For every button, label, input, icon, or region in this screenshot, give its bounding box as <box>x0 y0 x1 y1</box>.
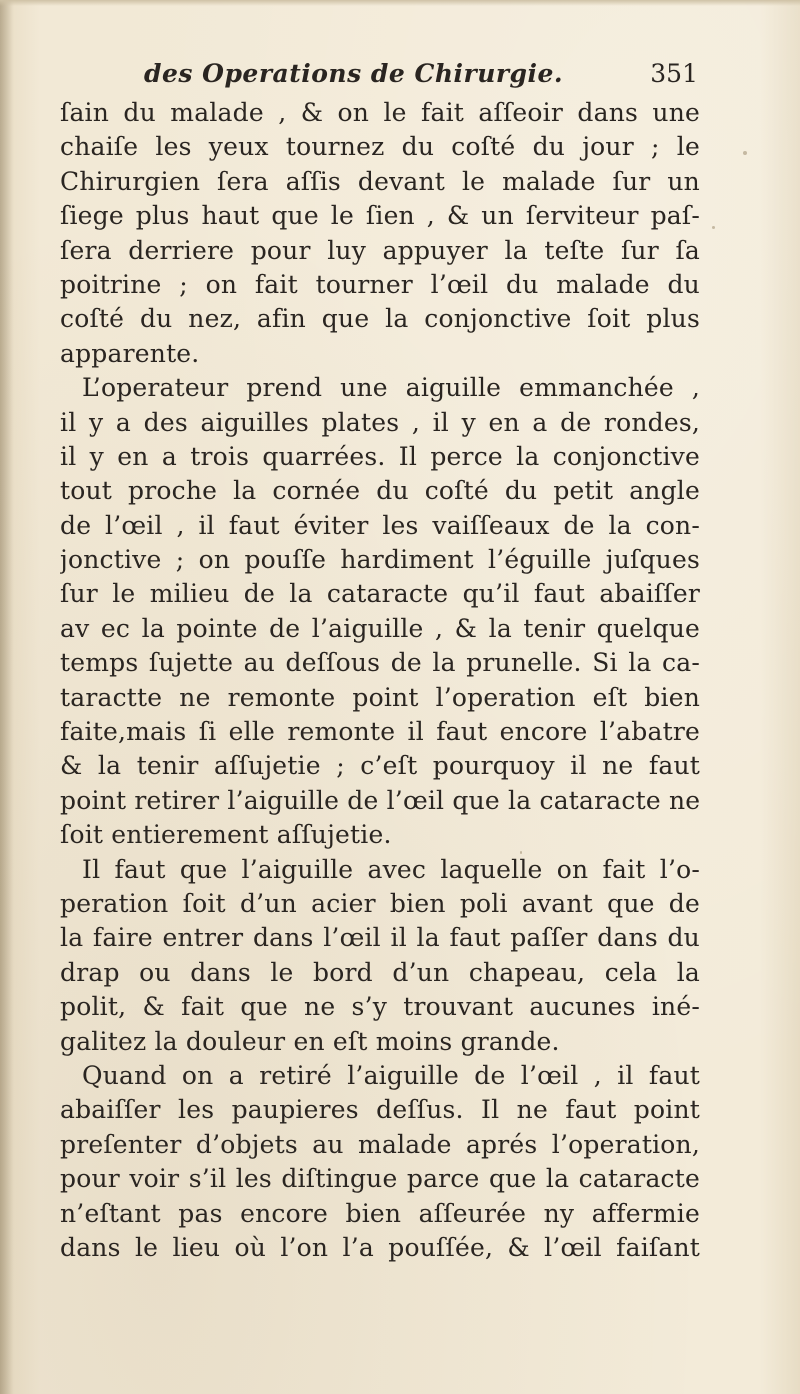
running-title: des Operations de Chirurgie. <box>144 59 564 88</box>
text-line: peration ſoit d’un acier bien poli avant que de <box>60 888 700 918</box>
text-line: taractte ne remonte point l’operation eſt bien <box>60 682 700 712</box>
text-line: coſté du nez, afin que la conjonctive ſoit plus <box>60 304 700 334</box>
page-number: 351 <box>650 59 698 88</box>
text-line: ſain du malade , & on le fait aſſeoir dans une <box>60 98 700 127</box>
running-head <box>60 52 700 96</box>
text-line: pour voir s’il les diſtingue parce que la cataracte <box>60 1164 700 1194</box>
text-line: preſenter d’objets au malade aprés l’operation, <box>60 1129 700 1159</box>
text-line: galitez la douleur en eſt moins grande. <box>60 1026 560 1056</box>
text-line: ſur le milieu de la cataracte qu’il faut abaiſſer <box>60 579 700 609</box>
page-top-edge <box>0 0 800 6</box>
text-line: ſiege plus haut que le ſien , & un ſerviteur paſ- <box>60 201 700 231</box>
text-line: faite,mais ſi elle remonte il faut encore l’abatre <box>60 717 700 747</box>
text-line: & la tenir aſſujetie ; c’eſt pourquoy il ne faut <box>60 751 700 781</box>
text-line: jonctive ; on pouſſe hardiment l’éguille juſques <box>60 545 700 575</box>
text-line: temps ſujette au deſſous de la prunelle. Si la ca- <box>60 648 700 678</box>
text-line: n’eſtant pas encore bien aſſeurée ny affermie <box>60 1198 700 1228</box>
text-line: chaiſe les yeux tournez du coſté du jour ; le <box>60 132 700 162</box>
text-line: Chirurgien ſera aſſis devant le malade ſur un <box>60 166 700 196</box>
paper-speck <box>712 226 715 229</box>
text-line: L’operateur prend une aiguille emmanchée , <box>82 373 700 403</box>
text-line: il y a des aiguilles plates , il y en a de rondes, <box>60 407 700 437</box>
body-text <box>60 96 700 1265</box>
text-line: abaiſſer les paupieres deſſus. Il ne faut point <box>60 1095 700 1125</box>
text-line: la faire entrer dans l’œil il la faut paſſer dans du <box>60 923 700 953</box>
text-line: Il faut que l’aiguille avec laquelle on fait l’o- <box>82 854 700 884</box>
text-line: de l’œil , il faut éviter les vaiſſeaux de la con- <box>60 510 700 540</box>
text-line: apparente. <box>60 338 200 368</box>
text-line: Quand on a retiré l’aiguille de l’œil , il faut <box>82 1060 700 1090</box>
text-line: ſoit entierement aſſujetie. <box>60 820 392 850</box>
text-line: tout proche la cornée du coſté du petit angle <box>60 476 700 506</box>
text-line: il y en a trois quarrées. Il perce la conjonctive <box>60 441 700 471</box>
text-line: point retirer l’aiguille de l’œil que la cataracte ne <box>60 785 700 815</box>
text-line: ſera derriere pour luy appuyer la teſte ſur ſa <box>60 235 700 265</box>
text-line: av ec la pointe de l’aiguille , & la tenir quelque <box>60 613 700 643</box>
text-line: polit, & fait que ne s’y trouvant aucunes iné- <box>60 992 700 1022</box>
text-line: poitrine ; on fait tourner l’œil du malade du <box>60 269 700 299</box>
text-line: drap ou dans le bord d’un chapeau, cela la <box>60 957 700 987</box>
spine-shadow <box>0 0 14 1394</box>
text-line: dans le lieu où l’on l’a pouſſée, & l’œil faiſant <box>60 1232 700 1262</box>
paper-speck <box>743 151 747 155</box>
text-block <box>60 52 700 1265</box>
